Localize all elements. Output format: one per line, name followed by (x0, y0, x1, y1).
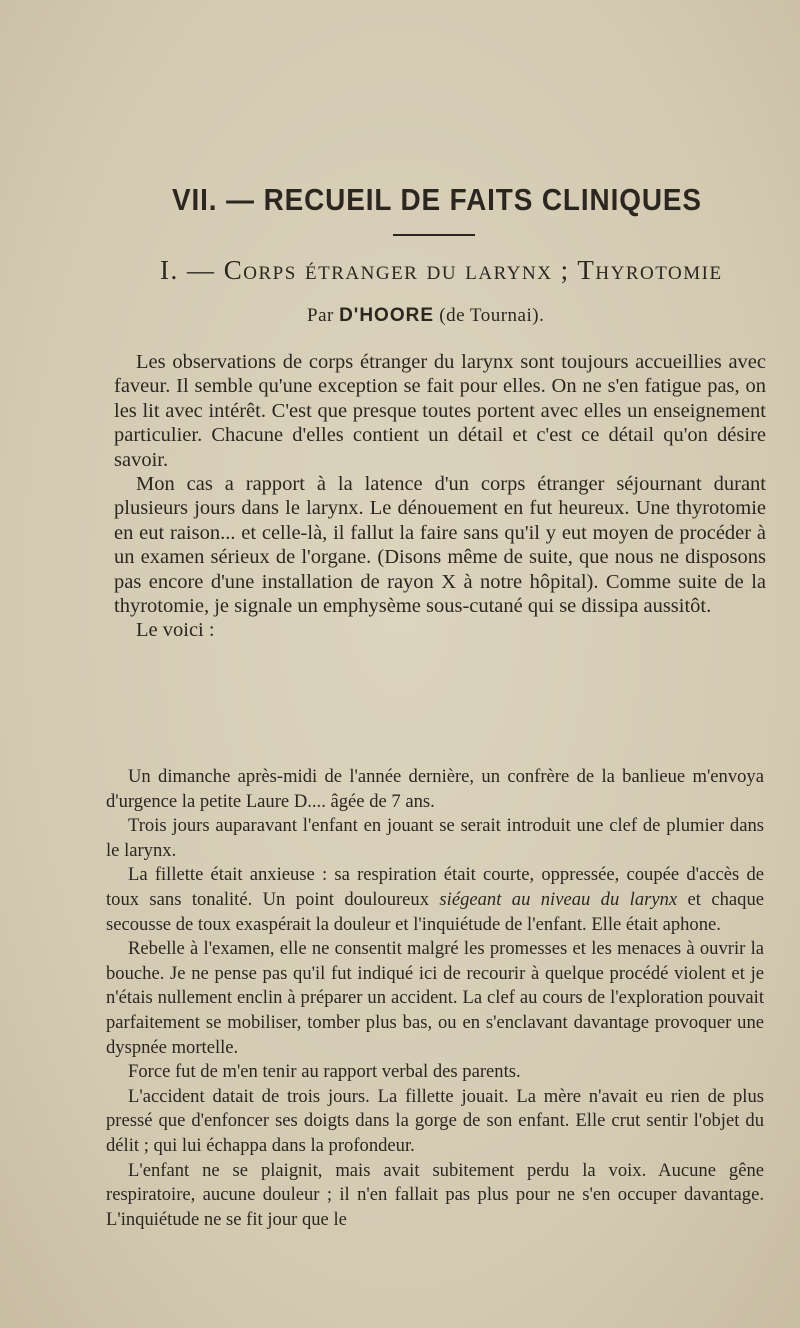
author-name: D'HOORE (339, 305, 434, 326)
byline-suffix: (de Tournai). (439, 305, 545, 326)
case-text-run: et chaque secousse de toux exaspérait la douleur et l'inquiétude de l'enfant. Elle était aphone. (106, 888, 765, 935)
italic-phrase: siégeant au niveau du larynx (439, 888, 678, 910)
case-paragraph: Rebelle à l'examen, elle ne consentit malgré les promesses et les menaces à ouvrir la bouche. Je ne pense pas qu'il fut indiqué ici de recourir à quelque procédé violent et je n'étais nullement enclin à préparer un accident. La clef au cours de l'exploration pouvait parfaitement se mobiliser, tomber plus bas, ou en s'enclavant davantage provoquer une dyspnée mortelle. (106, 938, 764, 1058)
section-title: VII. — RECUEIL DE FAITS CLINIQUES (172, 182, 702, 217)
case-paragraph: Trois jours auparavant l'enfant en jouant se serait introduit une clef de plumier dans le larynx. (106, 815, 764, 861)
intro-text (114, 350, 766, 643)
case-paragraph (106, 863, 764, 937)
case-paragraph: L'enfant ne se plaignit, mais avait subitement perdu la voix. Aucune gêne respiratoire, aucune douleur ; il n'en fallait pas plus pour ne s'en occuper davantage. L'inquiétude ne se fit jour que le (106, 1159, 764, 1230)
case-paragraph: L'accident datait de trois jours. La fillette jouait. La mère n'avait eu rien de plus pressé que d'enfoncer ses doigts dans la gorge de son enfant. Elle crut sentir l'objet du délit ; qui lui échappa dans la profondeur. (106, 1085, 764, 1156)
intro-paragraph: Le voici : (136, 619, 215, 642)
byline-prefix: Par (307, 305, 334, 326)
byline (307, 305, 544, 327)
intro-paragraph: Les observations de corps étranger du larynx sont toujours accueillies avec faveur. Il semble qu'une exception se fait pour elles. On ne s'en fatigue pas, on les lit avec intérêt. C'est que presque toutes portent avec elles un enseignement particulier. Chacune d'elles contient un détail et c'est ce détail qu'on désire savoir. (114, 351, 766, 471)
case-paragraph: Un dimanche après-midi de l'année dernière, un confrère de la banlieue m'envoya d'urgence la petite Laure D.... âgée de 7 ans. (106, 766, 764, 812)
title-rule (393, 234, 475, 236)
case-paragraph: Force fut de m'en tenir au rapport verbal des parents. (128, 1061, 521, 1083)
case-text-run: La fillette était anxieuse : sa respiration était courte, oppressée, coupée d'accès de toux sans tonalité. Un point douloureux (106, 864, 764, 910)
intro-paragraph: Mon cas a rapport à la latence d'un corps étranger séjournant durant plusieurs jours dans le larynx. Le dénouement en fut heureux. Une thyrotomie en eut raison... et celle-là, il fallut la faire sans qu'il y eut moyen de procéder à un examen sérieux de l'organe. (Disons même de suite, que nous ne disposons pas encore d'une installation de rayon X à notre hôpital). Comme suite de la thyrotomie, je signale un emphysème sous-cutané qui se dissipa aussitôt. (114, 473, 766, 618)
article-title: I. — Corps étranger du larynx ; Thyrotomie (160, 255, 723, 285)
case-text (106, 765, 764, 1232)
